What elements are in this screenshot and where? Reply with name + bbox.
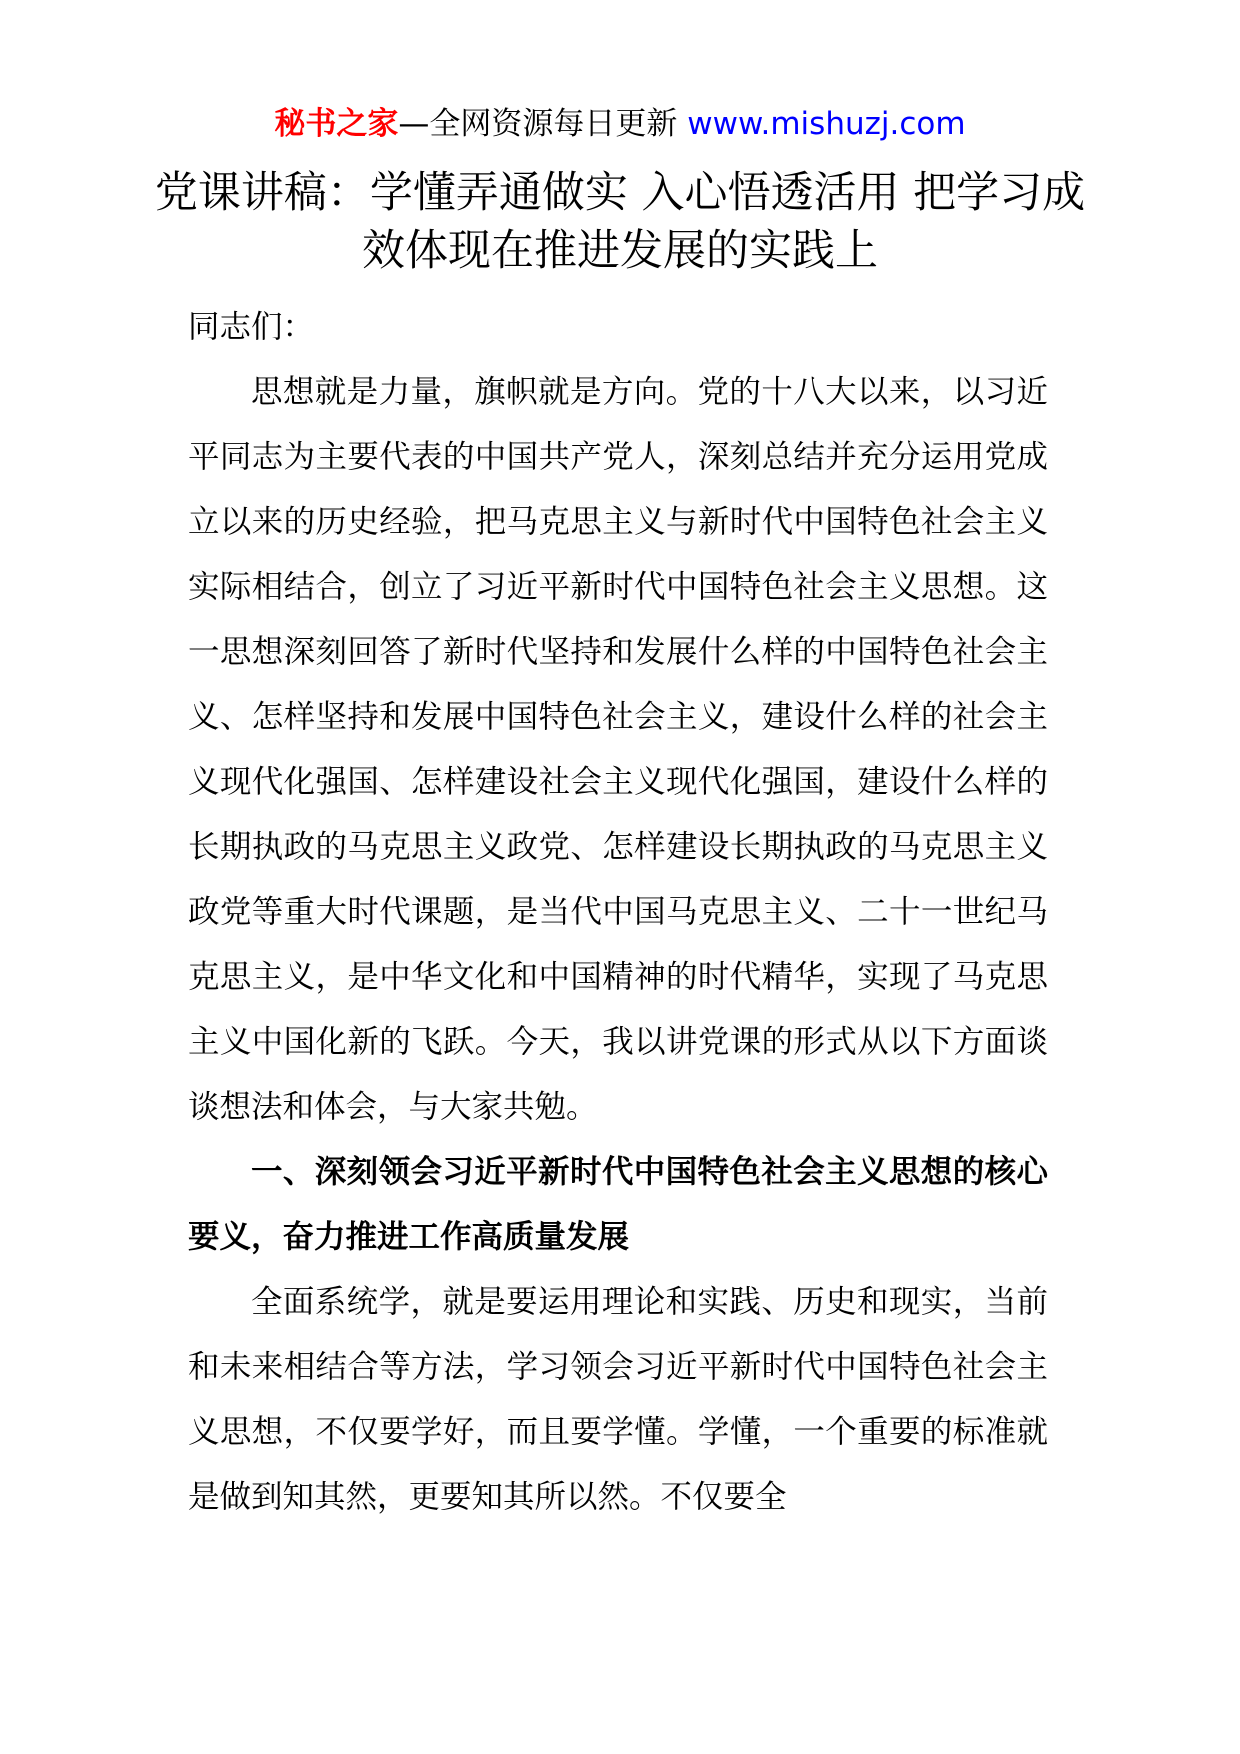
body-paragraph: 思想就是力量，旗帜就是方向。党的十八大以来，以习近平同志为主要代表的中国共产党人，深刻总结并充分运用党成立以来的历史经验，把马克思主义与新时代中国特色社会主义实际相结合，创立了习近平新时代中国特色社会主义思想。这一思想深刻回答了新时代坚持和发展什么样的中国特色社会主义、怎样坚持和发展中国特色社会主义，建设什么样的社会主义现代化强国、怎样建设社会主义现代化强国，建设什么样的长期执政的马克思主义政党、怎样建设长期执政的马克思主义政党等重大时代课题，是当代中国马克思主义、二十一世纪马克思主义，是中华文化和中国精神的时代精华，实现了马克思主义中国化新的飞跃。今天，我以讲党课的形式从以下方面谈谈想法和体会，与大家共勉。 (188, 374, 1048, 1125)
brand-name: 秘书之家 (274, 106, 399, 142)
section-heading: 一、深刻领会习近平新时代中国特色社会主义思想的核心要义，奋力推进工作高质量发展 (188, 1154, 1048, 1255)
header-slogan: —全网资源每日更新 (398, 106, 688, 142)
document-body (188, 295, 1048, 1530)
site-header (0, 104, 1240, 144)
document-title: 党课讲稿：学懂弄通做实 入心悟透活用 把学习成效体现在推进发展的实践上 (154, 168, 1086, 276)
salutation: 同志们： (188, 309, 315, 345)
site-url-link[interactable]: www.mishuzj.com (687, 106, 966, 142)
body-paragraph: 全面系统学，就是要运用理论和实践、历史和现实，当前和未来相结合等方法，学习领会习近平新时代中国特色社会主义思想，不仅要学好，而且要学懂。学懂，一个重要的标准就是做到知其然，更要知其所以然。不仅要全 (188, 1284, 1048, 1515)
